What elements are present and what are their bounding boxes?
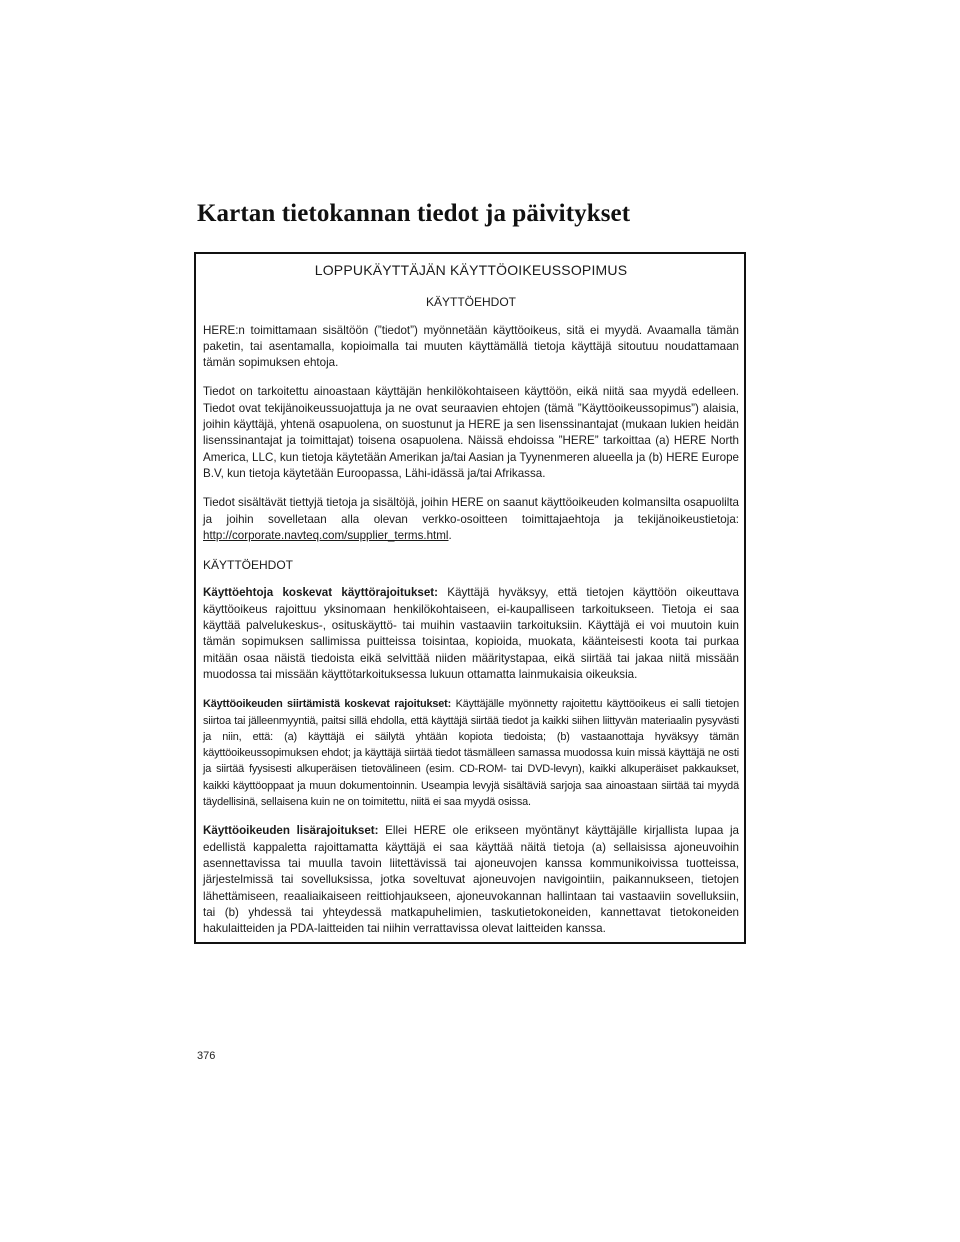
transfer-restrictions-paragraph: [203, 696, 739, 810]
supplier-terms-link[interactable]: http://corporate.navteq.com/supplier_terms.html: [203, 528, 449, 542]
third-party-paragraph: [203, 495, 739, 544]
transfer-restrictions-text: Käyttäjälle myönnetty rajoitettu käyttöoikeus ei salli tietojen siirtoa tai jälleenmyyntiä, paitsi sillä ehdolla, että käyttäjä siirtää tiedot ja kaikki siihen liittyvän materiaalin pysyvästi ja niin, että: (a) käyttäjä ei säilytä yhtään kopiota tiedoista; (b) vastaanottaja hyväksyy tämän käyttöoikeussopimuksen ehdot; ja käyttäjä siirtää tiedot täsmälleen samassa muodossa kuin missä käyttäjä ne osti ja siirtää fyysisesti alkuperäisen tietovälineen (esim. CD-ROM- tai DVD-levyn), kaikki alkuperäiset pakkaukset, kaikki käyttöoppaat ja muun dokumentoinnin. Useampia levyjä sisältäviä sarjoja saa ainoastaan siirtää tai myydä täydellisinä, sellaisena kuin ne on toimitettu, niitä ei saa myydä osissa.: [203, 698, 739, 809]
third-party-text: Tiedot sisältävät tiettyjä tietoja ja sisältöjä, joihin HERE on saanut käyttöoikeuden kolmansilta osapuolilta ja joihin sovelletaan alla olevan verkko-osoitteen toimittajaehtoja ja tekijänoikeustietoja:: [203, 496, 739, 526]
third-party-end: .: [448, 528, 452, 542]
usage-restrictions-paragraph: [203, 585, 739, 683]
page-number: 376: [197, 1050, 216, 1062]
intro-paragraph: HERE:n toimittamaan sisältöön (”tiedot”) myönnetään käyttöoikeus, sitä ei myydä. Avaamalla tämän paketin, tai asentamalla, kopioimalla tai muuten käyttämällä tietoja käyttäjä sitoutuu noudattamaan tämän sopimuksen ehtoja.: [203, 323, 739, 370]
usage-restrictions-label: Käyttöehtoja koskevat käyttörajoitukset:: [203, 586, 439, 600]
additional-restrictions-paragraph: [203, 823, 739, 937]
section-heading: KÄYTTÖEHDOT: [203, 558, 294, 573]
license-agreement-box: [194, 252, 746, 944]
additional-restrictions-text: Ellei HERE ole erikseen myöntänyt käyttäjälle kirjallista lupaa ja edellistä kappaletta rajoittamatta käyttäjä ei saa käyttää näitä tietoja (a) sellaisissa ajoneuvoihin asennettavissa tai muulla tavoin liitettävissä tai ajoneuvojen kanssa kommunikoivissa tuotteissa, järjestelmissä tai sovelluksissa, jotka soveltuvat ajoneuvojen navigointiin, paikannukseen, tietojen lähettämiseen, reaaliaikaiseen reittiohjaukseen, ajoneuvokannan hallintaan tai vastaaviin sovelluksiin, tai (b) yhdessä tai yhteydessä matkapuhelimien, taskutietokoneiden, kannettavat tietokoneiden hakulaitteiden ja PDA-laitteiden tai niihin verrattavissa olevat laitteiden kanssa.: [203, 824, 739, 936]
additional-restrictions-label: Käyttöoikeuden lisärajoitukset:: [203, 824, 379, 838]
transfer-restrictions-label: Käyttöoikeuden siirtämistä koskevat rajoitukset:: [203, 698, 452, 711]
scope-paragraph: Tiedot on tarkoitettu ainoastaan käyttäjän henkilökohtaiseen käyttöön, eikä niitä saa myydä edelleen. Tiedot ovat tekijänoikeussuojattuja ja ne ovat seuraavien ehtojen (tämä ”Käyttöoikeussopimus”) alaisia, joihin käyttäjä, yhtenä osapuolena, on suostunut ja HERE ja sen lisenssinantajat (mukaan lukien heidän lisenssinantajat ja toimittajat) toisena osapuolena. Näissä ehdoissa ”HERE” tarkoittaa (a) HERE North America, LLC, kun tietoja käytetään Amerikan ja/tai Aasian ja Tyynenmeren alueella ja (b) HERE Europe B.V, kun tietoja käytetään Euroopassa, Lähi-idässä ja/tai Afrikassa.: [203, 385, 739, 480]
agreement-title: LOPPUKÄYTTÄJÄN KÄYTTÖOIKEUSSOPIMUS: [314, 262, 628, 278]
page-title: Kartan tietokannan tiedot ja päivitykset: [197, 200, 631, 227]
usage-restrictions-text: Käyttäjä hyväksyy, että tietojen käyttöön oikeuttava käyttöoikeus rajoittuu yksinomaan henkilökohtaiseen, ei-kaupalliseen tarkoitukseen. Tietoja ei saa käyttää palvelukeskus-, osituskäyttö- tai muihin vastaaviin tarkoituksiin. Käyttäjä ei voi muutoin kuin tämän sopimuksen sallimissa puitteissa toisintaa, kopioida, muokata, käänteisesti koota tai purkaa mitään osaa näistä tiedoista eikä selvittää niiden määritystapaa, eikä siirtää tai jakaa niitä missään muodossa tai missään käyttötarkoituksessa lukuun ottamatta lainmukaisia oikeuksia.: [203, 586, 739, 681]
agreement-subtitle: KÄYTTÖEHDOT: [425, 295, 516, 310]
